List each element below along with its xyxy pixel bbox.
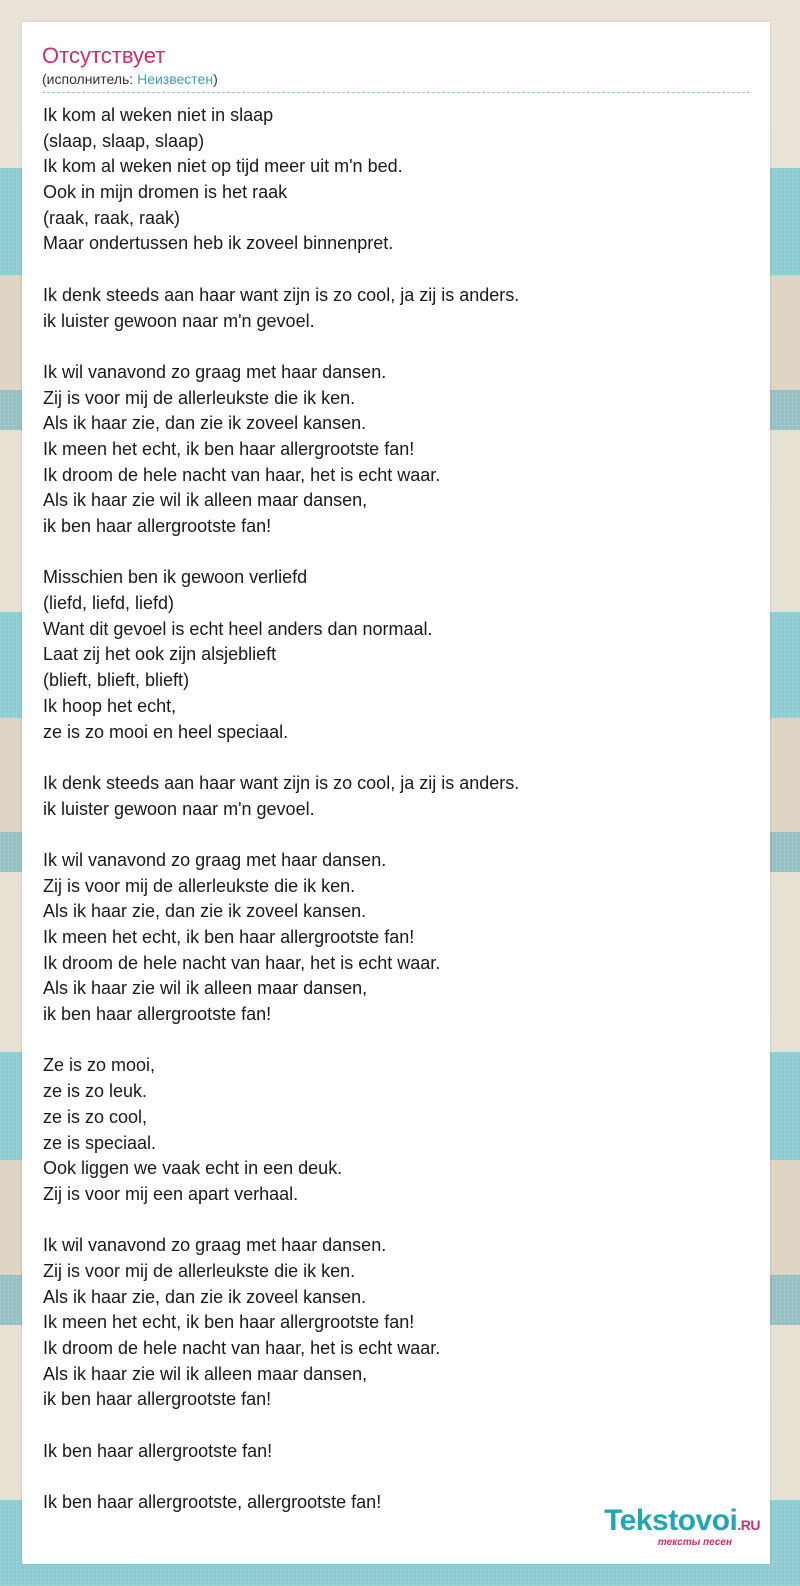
lyric-line: ze is zo mooi en heel speciaal. <box>43 721 289 742</box>
lyric-line: ik ben haar allergrootste fan! <box>43 1004 272 1025</box>
logo-suffix: .RU <box>737 1517 760 1533</box>
logo-wordmark <box>604 1506 760 1540</box>
lyric-line: Als ik haar zie wil ik alleen maar dansen, <box>43 978 368 999</box>
lyric-line: ik ben haar allergrootste fan! <box>43 1389 272 1410</box>
lyric-line: Ik meen het echt, ik ben haar allergrootste fan! <box>43 1312 415 1333</box>
stanza-gap <box>43 1413 743 1439</box>
lyric-line: Ik kom al weken niet op tijd meer uit m'n bed. <box>43 156 403 177</box>
lyric-line: ik luister gewoon naar m'n gevoel. <box>43 310 315 331</box>
lyric-line: (raak, raak, raak) <box>43 207 181 228</box>
lyric-line: (slaap, slaap, slaap) <box>43 130 205 151</box>
lyric-line: Ik denk steeds aan haar want zijn is zo cool, ja zij is anders. <box>43 284 520 305</box>
lyric-line: Zij is voor mij de allerleukste die ik ken. <box>43 875 356 896</box>
lyric-line: Want dit gevoel is echt heel anders dan normaal. <box>43 618 433 639</box>
stanza-gap <box>43 257 743 283</box>
lyric-line: Ook liggen we vaak echt in een deuk. <box>43 1158 343 1179</box>
lyric-line: Ik wil vanavond zo graag met haar dansen. <box>43 1235 387 1256</box>
lyric-line: (blieft, blieft, blieft) <box>43 670 190 691</box>
lyrics-body <box>43 103 743 1516</box>
site-logo[interactable] <box>604 1506 760 1548</box>
lyric-line: Ik wil vanavond zo graag met haar dansen. <box>43 361 387 382</box>
lyric-line: Ik meen het echt, ik ben haar allergrootste fan! <box>43 927 415 947</box>
lyric-line: ik ben haar allergrootste fan! <box>43 516 272 536</box>
stanza-gap <box>43 822 743 848</box>
lyric-line: ze is zo leuk. <box>43 1081 148 1102</box>
lyric-line: (liefd, liefd, liefd) <box>43 593 175 614</box>
logo-subtitle: тексты песен <box>657 1537 732 1548</box>
lyric-line: Als ik haar zie wil ik alleen maar dansen, <box>43 1363 368 1384</box>
lyric-line: Misschien ben ik gewoon verliefd <box>43 567 308 588</box>
lyric-line: Ik wil vanavond zo graag met haar dansen. <box>43 849 387 870</box>
lyric-line: Ze is zo mooi, <box>43 1055 156 1076</box>
lyric-line: Ik denk steeds aan haar want zijn is zo cool, ja zij is anders. <box>43 772 520 793</box>
lyric-line: Als ik haar zie, dan zie ik zoveel kansen. <box>43 413 367 434</box>
lyric-line: Ik kom al weken niet in slaap <box>43 105 274 125</box>
lyric-line: Zij is voor mij een apart verhaal. <box>43 1183 299 1204</box>
lyric-line: Zij is voor mij de allerleukste die ik ken. <box>43 387 356 408</box>
stanza-gap <box>43 745 743 771</box>
stanza-gap <box>43 1028 743 1054</box>
lyric-line: Ook in mijn dromen is het raak <box>43 182 288 203</box>
stanza-gap <box>43 1464 743 1490</box>
artist-line <box>42 70 750 88</box>
stanza-gap <box>43 1208 743 1234</box>
logo-main-text: Tekstovoi <box>604 1504 738 1537</box>
lyric-line: Ik droom de hele nacht van haar, het is echt waar. <box>43 464 441 485</box>
artist-suffix: ) <box>213 71 218 87</box>
lyric-line: Ik meen het echt, ik ben haar allergrootste fan! <box>43 438 415 459</box>
lyric-line: Als ik haar zie wil ik alleen maar dansen, <box>43 490 368 511</box>
lyric-line: Ik ben haar allergrootste, allergrootste fan! <box>43 1492 382 1513</box>
artist-link[interactable]: Неизвестен <box>137 71 214 87</box>
lyric-line: ze is speciaal. <box>43 1132 157 1153</box>
stanza-gap <box>43 334 743 360</box>
lyric-line: Als ik haar zie, dan zie ik zoveel kansen. <box>43 1286 367 1307</box>
artist-prefix: (исполнитель: <box>42 71 138 87</box>
lyric-line: Ik ben haar allergrootste fan! <box>43 1440 273 1461</box>
lyric-line: Maar ondertussen heb ik zoveel binnenpret. <box>43 233 394 254</box>
lyric-line: Zij is voor mij de allerleukste die ik ken. <box>43 1260 356 1281</box>
stanza-gap <box>43 540 743 566</box>
lyric-line: ze is zo cool, <box>43 1106 148 1127</box>
lyric-line: Ik hoop het echt, <box>43 695 177 716</box>
lyric-line: ik luister gewoon naar m'n gevoel. <box>43 798 315 819</box>
lyric-line: Laat zij het ook zijn alsjeblieft <box>43 644 277 665</box>
lyric-line: Ik droom de hele nacht van haar, het is echt waar. <box>43 952 441 973</box>
lyric-line: Als ik haar zie, dan zie ik zoveel kansen. <box>43 901 367 922</box>
song-header <box>42 42 750 93</box>
lyric-line: Ik droom de hele nacht van haar, het is echt waar. <box>43 1338 441 1358</box>
lyrics-card <box>22 22 770 1564</box>
song-title: Отсутствует <box>42 43 166 68</box>
